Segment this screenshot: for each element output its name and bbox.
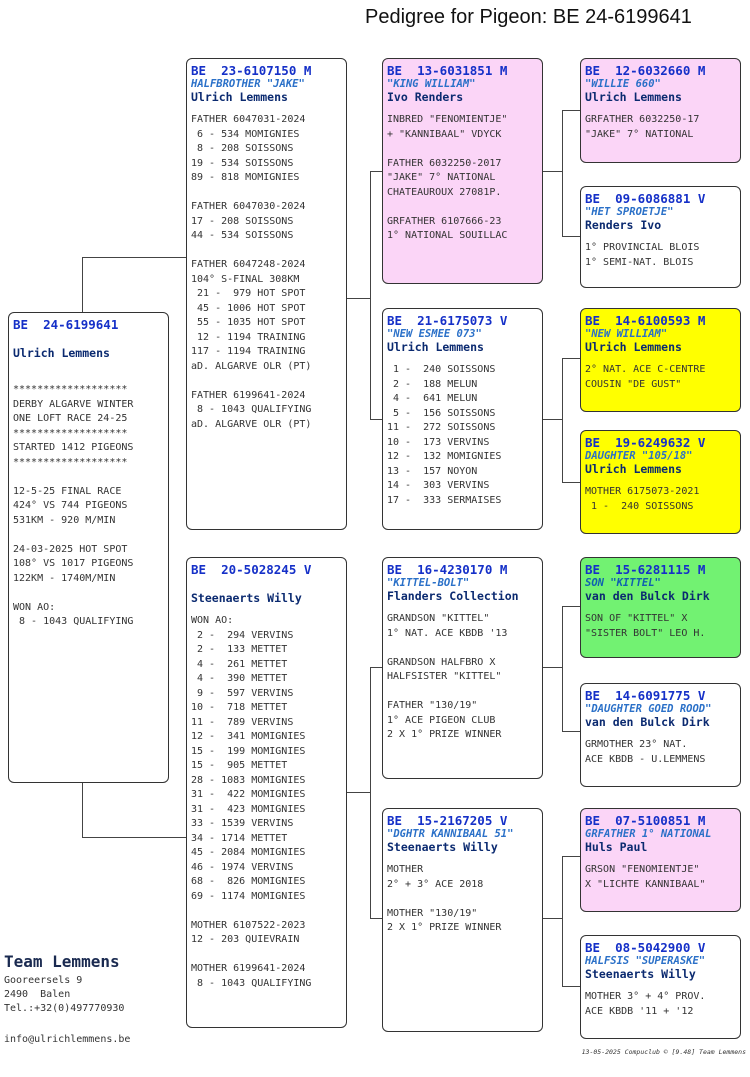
- ring-number: BE 12-6032660 M: [585, 63, 706, 78]
- pigeon-details: GRANDSON "KITTEL" 1° NAT. ACE KBDB '13 GRANDSON HALFBRO X HALFSISTER "KITTEL" FATHER "130/19" 1° ACE PIGEON CLUB 2 X 1° PRIZE WINNER: [387, 613, 508, 740]
- ring-number: BE 24-6199641: [13, 317, 119, 332]
- owner-name: Ulrich Lemmens: [191, 90, 288, 104]
- connector-line: [82, 257, 83, 314]
- owner-name: Huls Paul: [585, 840, 648, 854]
- pigeon-name: "KING WILLIAM": [387, 78, 476, 90]
- owner-name: Flanders Collection: [387, 589, 519, 603]
- ring-number: BE 14-6091775 V: [585, 688, 706, 703]
- pigeon-name: "HET SPROETJE": [585, 206, 674, 218]
- pigeon-name: HALFSIS "SUPERASKE": [585, 955, 706, 967]
- connector-line: [562, 110, 563, 236]
- pigeon-name: SON "KITTEL": [585, 577, 661, 589]
- connector-line: [562, 606, 581, 607]
- pigeon-name: "NEW WILLIAM": [585, 328, 668, 340]
- pigeon-name: HALFBROTHER "JAKE": [191, 78, 305, 90]
- ring-number: BE 16-4230170 M: [387, 562, 508, 577]
- owner-name: Ulrich Lemmens: [585, 462, 682, 476]
- connector-line: [370, 918, 382, 919]
- mmm-card: [580, 935, 741, 1039]
- connector-line: [562, 606, 563, 731]
- ring-number: BE 21-6175073 V: [387, 313, 508, 328]
- ffm-card: [580, 186, 741, 288]
- connector-line: [562, 110, 581, 111]
- pigeon-details: INBRED "FENOMIENTJE" + "KANNIBAAL" VDYCK FATHER 6032250-2017 "JAKE" 7° NATIONAL CHATEAUROUX 27081P. GRFATHER 6107666-23 1° NATIONAL SOUILLAC: [387, 114, 508, 241]
- footer-credit: 13-05-2025 Compuclub © [9.48] Team Lemmens: [581, 1048, 746, 1056]
- mother-father-card: [382, 557, 543, 779]
- team-email: info@ulrichlemmens.be: [4, 1034, 131, 1045]
- pigeon-details: 1 - 240 SOISSONS 2 - 188 MELUN 4 - 641 MELUN 5 - 156 SOISSONS 11 - 272 SOISSONS 10 - 173 VERVINS 12 - 132 MOMIGNIES 13 - 157 NOYON 14 - 303 VERVINS 17 - 333 SERMAISES: [387, 364, 502, 506]
- pigeon-name: "DGHTR KANNIBAAL 51": [387, 828, 514, 840]
- connector-line: [82, 257, 187, 258]
- connector-line: [82, 782, 83, 837]
- owner-name: Renders Ivo: [585, 218, 662, 232]
- pigeon-details: MOTHER 2° + 3° ACE 2018 MOTHER "130/19" 2 X 1° PRIZE WINNER: [387, 864, 502, 933]
- connector-line: [562, 856, 563, 986]
- connector-line: [370, 419, 382, 420]
- father-father-card: [382, 58, 543, 284]
- connector-line: [370, 171, 382, 172]
- pigeon-details: MOTHER 6175073-2021 1 - 240 SOISSONS: [585, 486, 700, 512]
- main-pigeon-card: [8, 312, 169, 783]
- connector-line: [562, 856, 581, 857]
- pigeon-details: WON AO: 2 - 294 VERVINS 2 - 133 METTET 4 - 261 METTET 4 - 390 METTET 9 - 597 VERVINS 10 - 718 METTET 11 - 789 VERVINS 12 - 341 MOMIGNIES 15 - 199 MOMIGNIES 15 - 905 METTET 28 - 1083 MOMIGNIES 31 - 422 MOMIGNIES 31 - 423 MOMIGNIES 33 - 1539 VERVINS 34 - 1714 METTET 45 - 2084 MOMIGNIES 46 - 1974 VERVINS 68 - 826 MOMIGNIES 69 - 1174 MOMIGNIES MOTHER 6107522-2023 12 - 203 QUIEVRAIN MOTHER 6199641-2024 8 - 1043 QUALIFYING: [191, 615, 312, 989]
- fmm-card: [580, 430, 741, 534]
- team-address: Gooreersels 9 2490 Balen Tel.:+32(0)497770930: [4, 975, 125, 1014]
- ring-number: BE 15-6281115 M: [585, 562, 706, 577]
- connector-line: [542, 419, 562, 420]
- owner-name: Steenaerts Willy: [585, 967, 696, 981]
- ring-number: BE 23-6107150 M: [191, 63, 312, 78]
- connector-line: [370, 667, 371, 918]
- pigeon-details: 1° PROVINCIAL BLOIS 1° SEMI-NAT. BLOIS: [585, 242, 700, 268]
- pigeon-details: 2° NAT. ACE C-CENTRE COUSIN "DE GUST": [585, 364, 706, 390]
- connector-line: [370, 667, 382, 668]
- ring-number: BE 09-6086881 V: [585, 191, 706, 206]
- connector-line: [562, 986, 581, 987]
- connector-line: [346, 298, 370, 299]
- team-name: Team Lemmens: [4, 952, 120, 971]
- pigeon-details: FATHER 6047031-2024 6 - 534 MOMIGNIES 8 - 208 SOISSONS 19 - 534 SOISSONS 89 - 818 MOMIGNIES FATHER 6047030-2024 17 - 208 SOISSONS 44 - 534 SOISSONS FATHER 6047248-2024 104° S-FINAL 308KM 21 - 979 HOT SPOT 45 - 1006 HOT SPOT 55 - 1035 HOT SPOT 12 - 1194 TRAINING 117 - 1194 TRAINING aD. ALGARVE OLR (PT) FATHER 6199641-2024 8 - 1043 QUALIFYING aD. ALGARVE OLR (PT): [191, 114, 312, 430]
- connector-line: [562, 236, 581, 237]
- pigeon-name: GRFATHER 1° NATIONAL: [585, 828, 712, 840]
- ring-number: BE 14-6100593 M: [585, 313, 706, 328]
- connector-line: [562, 731, 581, 732]
- owner-name: van den Bulck Dirk: [585, 715, 710, 729]
- connector-line: [542, 918, 562, 919]
- owner-name: Steenaerts Willy: [191, 591, 302, 605]
- ring-number: BE 19-6249632 V: [585, 435, 706, 450]
- owner-name: van den Bulck Dirk: [585, 589, 710, 603]
- ring-number: BE 08-5042900 V: [585, 940, 706, 955]
- connector-line: [542, 667, 562, 668]
- fff-card: [580, 58, 741, 163]
- connector-line: [370, 171, 371, 419]
- page-title: Pedigree for Pigeon: BE 24-6199641: [365, 6, 692, 28]
- ring-number: BE 20-5028245 V: [191, 562, 312, 577]
- owner-name: Ulrich Lemmens: [13, 346, 110, 360]
- connector-line: [562, 358, 581, 359]
- connector-line: [542, 171, 562, 172]
- ring-number: BE 07-5100851 M: [585, 813, 706, 828]
- pigeon-details: MOTHER 3° + 4° PROV. ACE KBDB '11 + '12: [585, 991, 706, 1017]
- father-mother-card: [382, 308, 543, 530]
- connector-line: [562, 482, 581, 483]
- mother-mother-card: [382, 808, 543, 1032]
- owner-name: Steenaerts Willy: [387, 840, 498, 854]
- pigeon-name: "DAUGHTER GOED ROOD": [585, 703, 712, 715]
- pigeon-name: DAUGHTER "105/18": [585, 450, 693, 462]
- pigeon-details: SON OF "KITTEL" X "SISTER BOLT" LEO H.: [585, 613, 706, 639]
- owner-name: Ulrich Lemmens: [387, 340, 484, 354]
- owner-name: Ulrich Lemmens: [585, 340, 682, 354]
- owner-name: Ulrich Lemmens: [585, 90, 682, 104]
- ring-number: BE 15-2167205 V: [387, 813, 508, 828]
- pigeon-name: "WILLIE 660": [585, 78, 661, 90]
- mother-card: [186, 557, 347, 1028]
- pigeon-details: ******************* DERBY ALGARVE WINTER ONE LOFT RACE 24-25 ******************* STARTED 1412 PIGEONS ******************* 12-5-25 FINAL RACE 424° VS 744 PIGEONS 531KM - 920 M/MIN 24-03-2025 HOT SPOT 108° VS 1017 PIGEONS 122KM - 1740M/MIN WON AO: 8 - 1043 QUALIFYING: [13, 384, 134, 627]
- mmf-card: [580, 808, 741, 912]
- mfm-card: [580, 683, 741, 787]
- connector-line: [562, 358, 563, 482]
- pigeon-details: GRMOTHER 23° NAT. ACE KBDB - U.LEMMENS: [585, 739, 706, 765]
- pigeon-details: GRFATHER 6032250-17 "JAKE" 7° NATIONAL: [585, 114, 700, 140]
- pigeon-details: GRSON "FENOMIENTJE" X "LICHTE KANNIBAAL": [585, 864, 706, 890]
- mff-card: [580, 557, 741, 658]
- fmf-card: [580, 308, 741, 412]
- owner-name: Ivo Renders: [387, 90, 464, 104]
- connector-line: [346, 792, 370, 793]
- connector-line: [82, 837, 187, 838]
- pigeon-name: "NEW ESMEE 073": [387, 328, 482, 340]
- pigeon-name: "KITTEL-BOLT": [387, 577, 470, 589]
- ring-number: BE 13-6031851 M: [387, 63, 508, 78]
- father-card: [186, 58, 347, 530]
